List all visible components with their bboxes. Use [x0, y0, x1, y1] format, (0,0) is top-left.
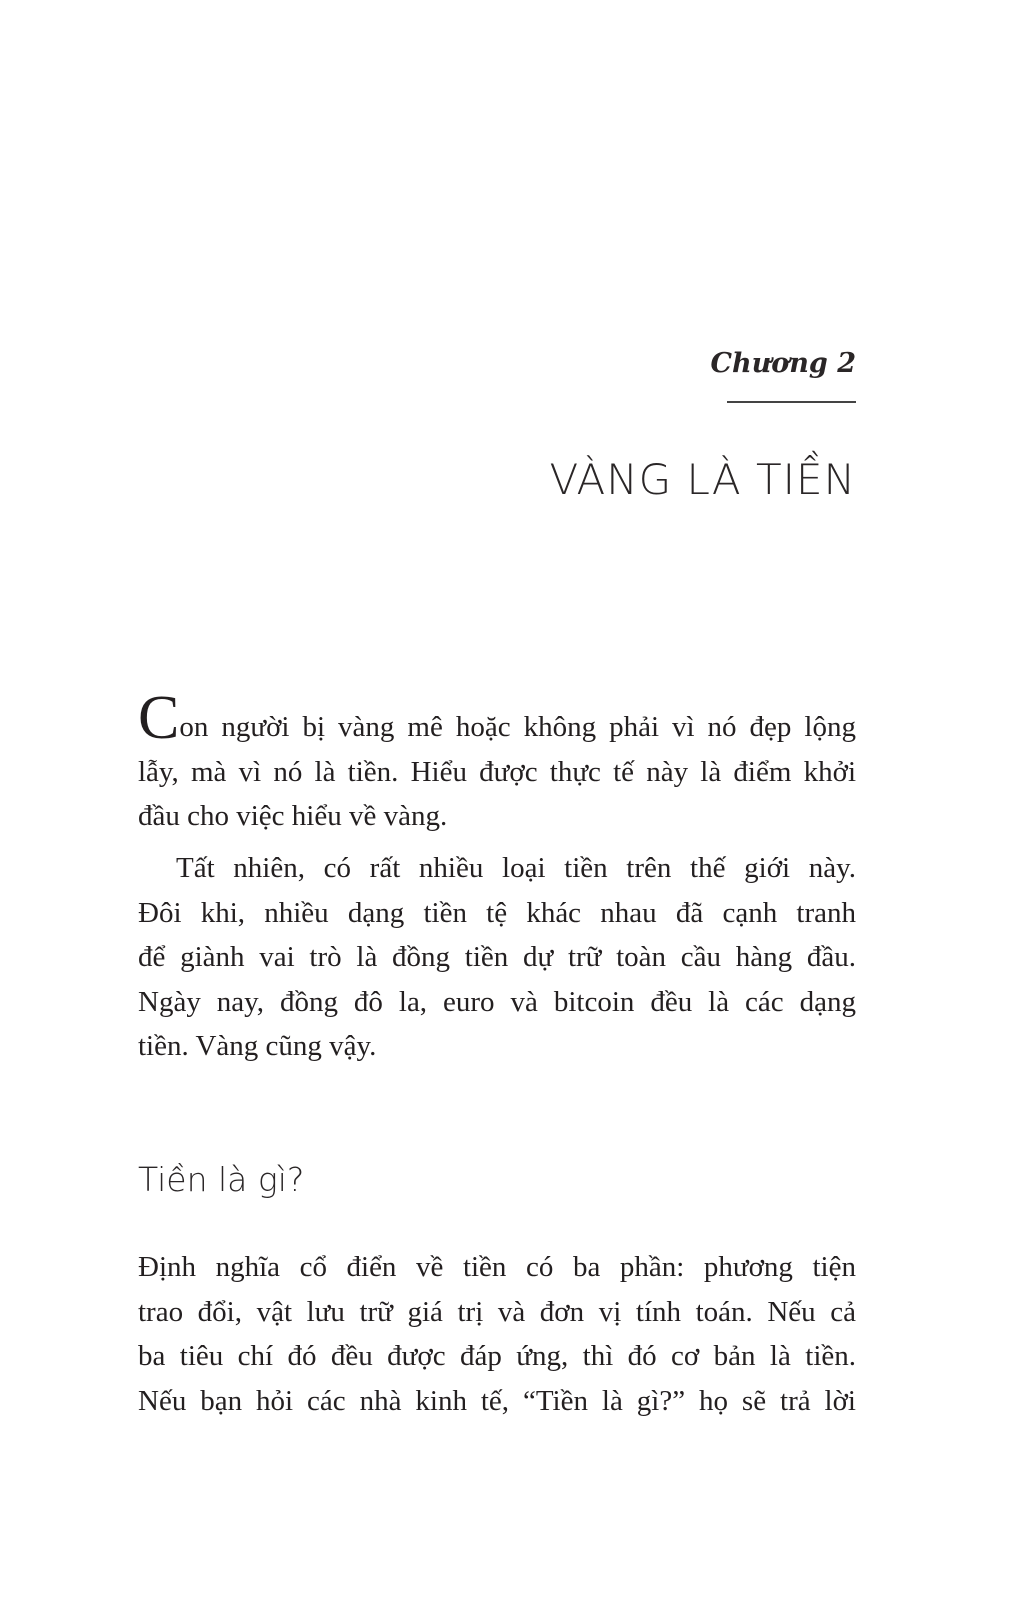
paragraph-line: để giành vai trò là đồng tiền dự trữ toàn cầu hàng đầu. [138, 941, 856, 973]
paragraph-line: Tất nhiên, có rất nhiều loại tiền trên thế giới này. [176, 852, 856, 884]
paragraph-line: ba tiêu chí đó đều được đáp ứng, thì đó cơ bản là tiền. [138, 1340, 856, 1372]
drop-cap: C [138, 684, 180, 752]
paragraph-line: lẫy, mà vì nó là tiền. Hiểu được thực tế này là điểm khởi [138, 755, 856, 788]
paragraph-2 [138, 846, 856, 1069]
section-paragraph [138, 1245, 856, 1423]
section-heading: Tiền là gì? [138, 1160, 305, 1199]
paragraph-line: đầu cho việc hiểu về vàng. [138, 800, 448, 832]
paragraph-line: Định nghĩa cổ điển về tiền có ba phần: phương tiện [138, 1251, 856, 1283]
chapter-label: Chương 2 [710, 348, 856, 379]
paragraph-line: Ngày nay, đồng đô la, euro và bitcoin đều là các dạng [138, 985, 856, 1018]
paragraph-line [138, 684, 856, 752]
paragraph-line: Đôi khi, nhiều dạng tiền tệ khác nhau đã cạnh tranh [138, 896, 856, 929]
intro-paragraph [138, 684, 856, 839]
paragraph-line: Nếu bạn hỏi các nhà kinh tế, “Tiền là gì?” họ sẽ trả lời [138, 1384, 856, 1417]
paragraph-line: tiền. Vàng cũng vậy. [138, 1030, 377, 1062]
chapter-title: VÀNG LÀ TIỀN [549, 455, 856, 504]
paragraph-line: trao đổi, vật lưu trữ giá trị và đơn vị tính toán. Nếu cả [138, 1295, 856, 1328]
line-text: on người bị vàng mê hoặc không phải vì nó đẹp lộng [179, 711, 856, 743]
chapter-divider [727, 401, 856, 403]
